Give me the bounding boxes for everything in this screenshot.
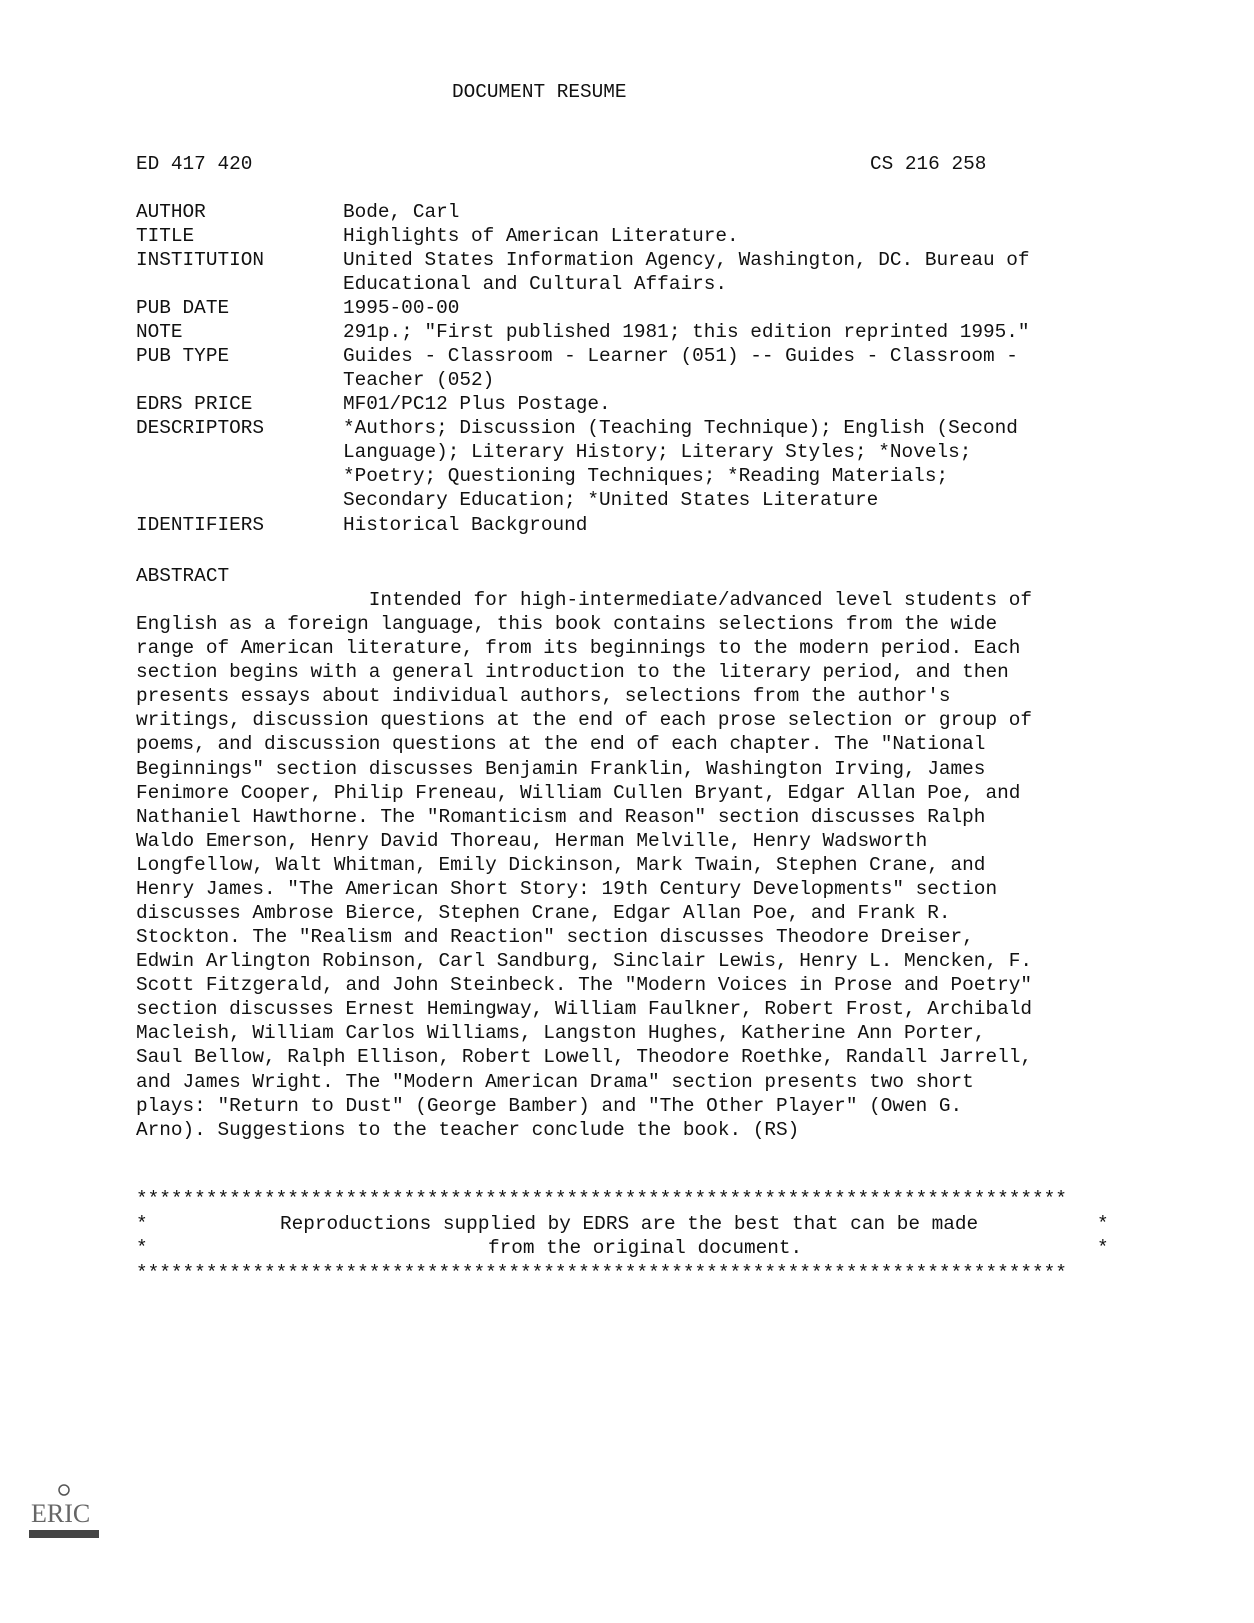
field-value-line: *Poetry; Questioning Techniques; *Reading Materials;	[343, 465, 949, 487]
footer-line-2: from the original document.	[488, 1237, 803, 1259]
field-value-line: Historical Background	[343, 514, 588, 536]
abstract-line: section begins with a general introduction to the literary period, and then	[136, 661, 1009, 684]
ed-number: ED 417 420	[136, 153, 253, 175]
field-value-line: Educational and Cultural Affairs.	[343, 273, 727, 295]
abstract-line: Scott Fitzgerald, and John Steinbeck. The "Modern Voices in Prose and Poetry"	[136, 974, 1032, 997]
field-value-line: Secondary Education; *United States Literature	[343, 489, 879, 511]
field-value	[343, 248, 1143, 296]
star-border-bottom: ********************************************************************************	[136, 1262, 1067, 1284]
field-value-line: *Authors; Discussion (Teaching Technique); English (Second	[343, 417, 1018, 439]
abstract-line: Fenimore Cooper, Philip Freneau, William Cullen Bryant, Edgar Allan Poe, and	[136, 781, 1021, 804]
abstract-line: Edwin Arlington Robinson, Carl Sandburg, Sinclair Lewis, Henry L. Mencken, F.	[136, 950, 1032, 973]
field-value	[343, 344, 1143, 392]
field-label: EDRS PRICE	[136, 393, 253, 415]
field-value-line: United States Information Agency, Washington, DC. Bureau of	[343, 249, 1030, 271]
star-border-top: ********************************************************************************	[136, 1188, 1067, 1210]
field-value-line: MF01/PC12 Plus Postage.	[343, 393, 611, 415]
field-label: DESCRIPTORS	[136, 417, 264, 439]
footer-line-1: Reproductions supplied by EDRS are the best that can be made	[280, 1213, 979, 1235]
field-label: TITLE	[136, 225, 195, 247]
eric-logo-icon	[27, 1482, 101, 1542]
field-value-line: 291p.; "First published 1981; this edition reprinted 1995."	[343, 321, 1030, 343]
abstract-line: Stockton. The "Realism and Reaction" section discusses Theodore Dreiser,	[136, 926, 974, 949]
field-label: INSTITUTION	[136, 249, 264, 271]
field-value-line: Highlights of American Literature.	[343, 225, 739, 247]
field-value-line: Guides - Classroom - Learner (051) -- Guides - Classroom -	[343, 345, 1018, 367]
star-left-1: *	[136, 1213, 148, 1235]
field-value-line: Teacher (052)	[343, 369, 495, 391]
abstract-label: ABSTRACT	[136, 565, 230, 587]
abstract-text	[136, 588, 1136, 1142]
abstract-line: Beginnings" section discusses Benjamin Franklin, Washington Irving, James	[136, 757, 986, 780]
field-value-line: Language); Literary History; Literary Styles; *Novels;	[343, 441, 972, 463]
abstract-line: and James Wright. The "Modern American Drama" section presents two short	[136, 1070, 974, 1093]
field-value	[343, 200, 1143, 224]
field-value-line: 1995-00-00	[343, 297, 460, 319]
eric-logo-text: ERIC	[31, 1499, 91, 1528]
document-title: DOCUMENT RESUME	[452, 81, 627, 103]
cs-number: CS 216 258	[870, 153, 987, 175]
field-label: PUB DATE	[136, 297, 230, 319]
abstract-line: discusses Ambrose Bierce, Stephen Crane, Edgar Allan Poe, and Frank R.	[136, 902, 951, 925]
field-value	[343, 513, 1143, 537]
abstract-line: poems, and discussion questions at the end of each chapter. The "National	[136, 733, 986, 756]
field-value	[343, 224, 1143, 248]
abstract-line: Arno). Suggestions to the teacher conclude the book. (RS)	[136, 1118, 800, 1141]
abstract-line: Longfellow, Walt Whitman, Emily Dickinson, Mark Twain, Stephen Crane, and	[136, 853, 986, 876]
field-value	[343, 320, 1143, 344]
abstract-line: Macleish, William Carlos Williams, Langston Hughes, Katherine Ann Porter,	[136, 1022, 986, 1045]
field-value	[343, 416, 1143, 512]
field-value-line: Bode, Carl	[343, 201, 460, 223]
star-right-2: *	[1097, 1237, 1109, 1259]
abstract-line: plays: "Return to Dust" (George Bamber) and "The Other Player" (Owen G.	[136, 1094, 963, 1117]
star-right-1: *	[1097, 1213, 1109, 1235]
star-left-2: *	[136, 1237, 148, 1259]
abstract-line: Nathaniel Hawthorne. The "Romanticism and Reason" section discusses Ralph	[136, 805, 986, 828]
abstract-line: Saul Bellow, Ralph Ellison, Robert Lowell, Theodore Roethke, Randall Jarrell,	[136, 1046, 1032, 1069]
abstract-line: range of American literature, from its beginnings to the modern period. Each	[136, 637, 1021, 660]
field-value	[343, 392, 1143, 416]
abstract-line: Henry James. "The American Short Story: 19th Century Developments" section	[136, 877, 998, 900]
field-label: IDENTIFIERS	[136, 514, 264, 536]
abstract-line: Waldo Emerson, Henry David Thoreau, Herman Melville, Henry Wadsworth	[136, 829, 928, 852]
abstract-line: English as a foreign language, this book contains selections from the wide	[136, 613, 998, 636]
field-label: PUB TYPE	[136, 345, 230, 367]
abstract-line: presents essays about individual authors, selections from the author's	[136, 685, 951, 708]
field-label: AUTHOR	[136, 201, 206, 223]
abstract-line: Intended for high-intermediate/advanced level students of	[136, 589, 1032, 611]
abstract-line: writings, discussion questions at the end of each prose selection or group of	[136, 709, 1032, 732]
field-label: NOTE	[136, 321, 183, 343]
field-value	[343, 296, 1143, 320]
abstract-line: section discusses Ernest Hemingway, William Faulkner, Robert Frost, Archibald	[136, 998, 1032, 1021]
